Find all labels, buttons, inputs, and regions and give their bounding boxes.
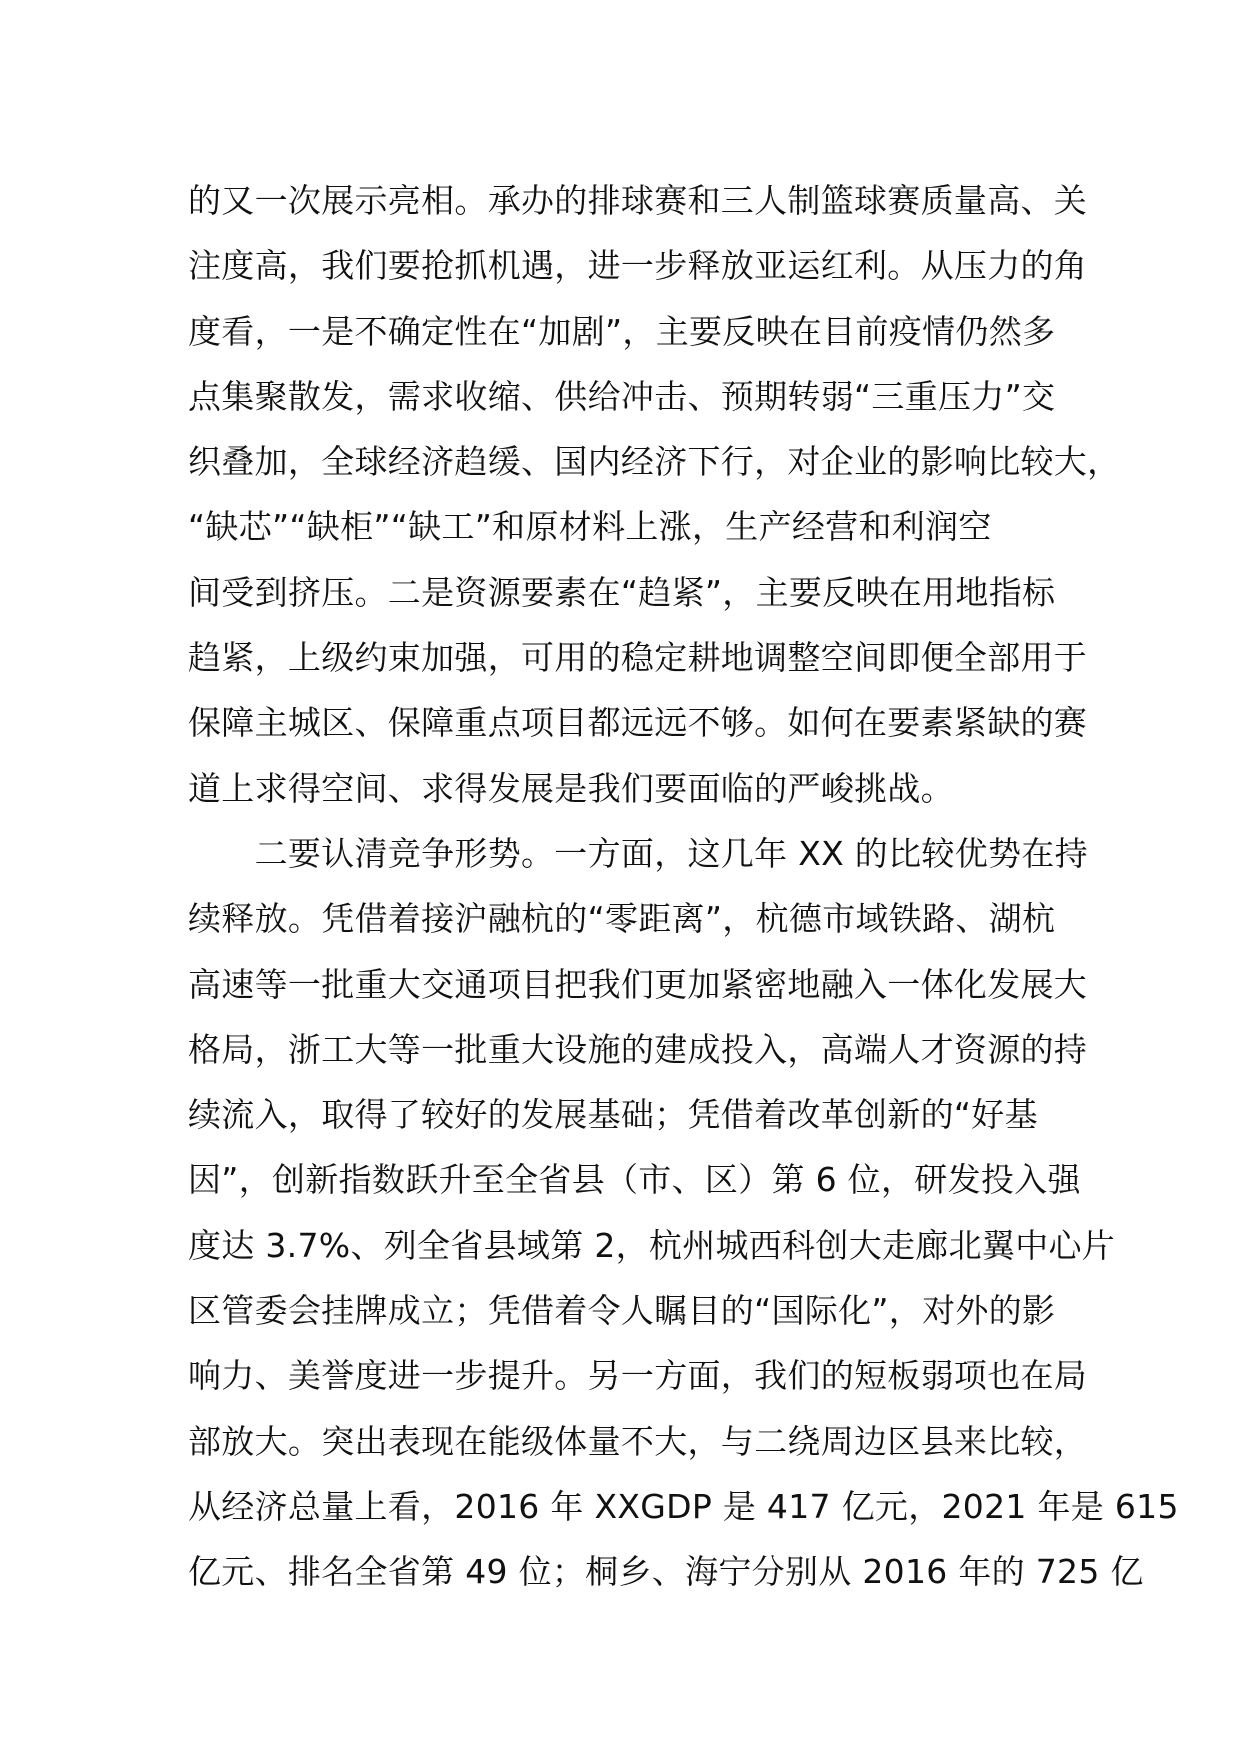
text-line: 度达 3.7%、列全省县域第 2，杭州城西科创大走廊北翼中心片	[188, 1225, 1116, 1265]
body-text	[188, 168, 1179, 1605]
text-line: 续流入，取得了较好的发展基础；凭借着改革创新的“好基	[188, 1095, 1038, 1135]
text-line: 度看，一是不确定性在“加剧”，主要反映在目前疫情仍然多	[188, 311, 1056, 351]
text-line: 注度高，我们要抢抓机遇，进一步释放亚运红利。从压力的角	[188, 246, 1088, 286]
text-line: 织叠加，全球经济趋缓、国内经济下行，对企业的影响比较大，	[188, 442, 1121, 482]
text-line: 因”，创新指数跃升至全省县（市、区）第 6 位，研发投入强	[188, 1160, 1081, 1200]
text-line: 保障主城区、保障重点项目都远远不够。如何在要素紧缺的赛	[188, 703, 1088, 743]
text-line: 间受到挤压。二是资源要素在“趋紧”，主要反映在用地指标	[188, 572, 1056, 612]
text-line: 趋紧，上级约束加强，可用的稳定耕地调整空间即便全部用于	[188, 638, 1088, 678]
text-line: 高速等一批重大交通项目把我们更加紧密地融入一体化发展大	[188, 964, 1088, 1004]
text-line: 点集聚散发，需求收缩、供给冲击、预期转弱“三重压力”交	[188, 376, 1056, 416]
text-line: 亿元、排名全省第 49 位；桐乡、海宁分别从 2016 年的 725 亿	[188, 1552, 1144, 1592]
paragraph-1	[188, 168, 1121, 821]
text-line: 区管委会挂牌成立；凭借着令人瞩目的“国际化”，对外的影	[188, 1291, 1056, 1331]
text-line: 格局，浙工大等一批重大设施的建成投入，高端人才资源的持	[188, 1029, 1088, 1069]
text-line: 续释放。凭借着接沪融杭的“零距离”，杭德市域铁路、湖杭	[188, 899, 1056, 939]
text-line: 部放大。突出表现在能级体量不大，与二绕周边区县来比较，	[188, 1421, 1088, 1461]
text-line: 响力、美誉度进一步提升。另一方面，我们的短板弱项也在局	[188, 1356, 1088, 1396]
text-line: 道上求得空间、求得发展是我们要面临的严峻挑战。	[188, 768, 954, 808]
text-line: 的又一次展示亮相。承办的排球赛和三人制篮球赛质量高、关	[188, 181, 1088, 220]
text-line: 从经济总量上看，2016 年 XXGDP 是 417 亿元，2021 年是 615	[188, 1486, 1179, 1526]
paragraph-2	[188, 821, 1179, 1605]
text-line: “缺芯”“缺柜”“缺工”和原材料上涨，生产经营和利润空	[188, 507, 992, 547]
text-line: 二要认清竞争形势。一方面，这几年 XX 的比较优势在持	[188, 833, 1088, 873]
